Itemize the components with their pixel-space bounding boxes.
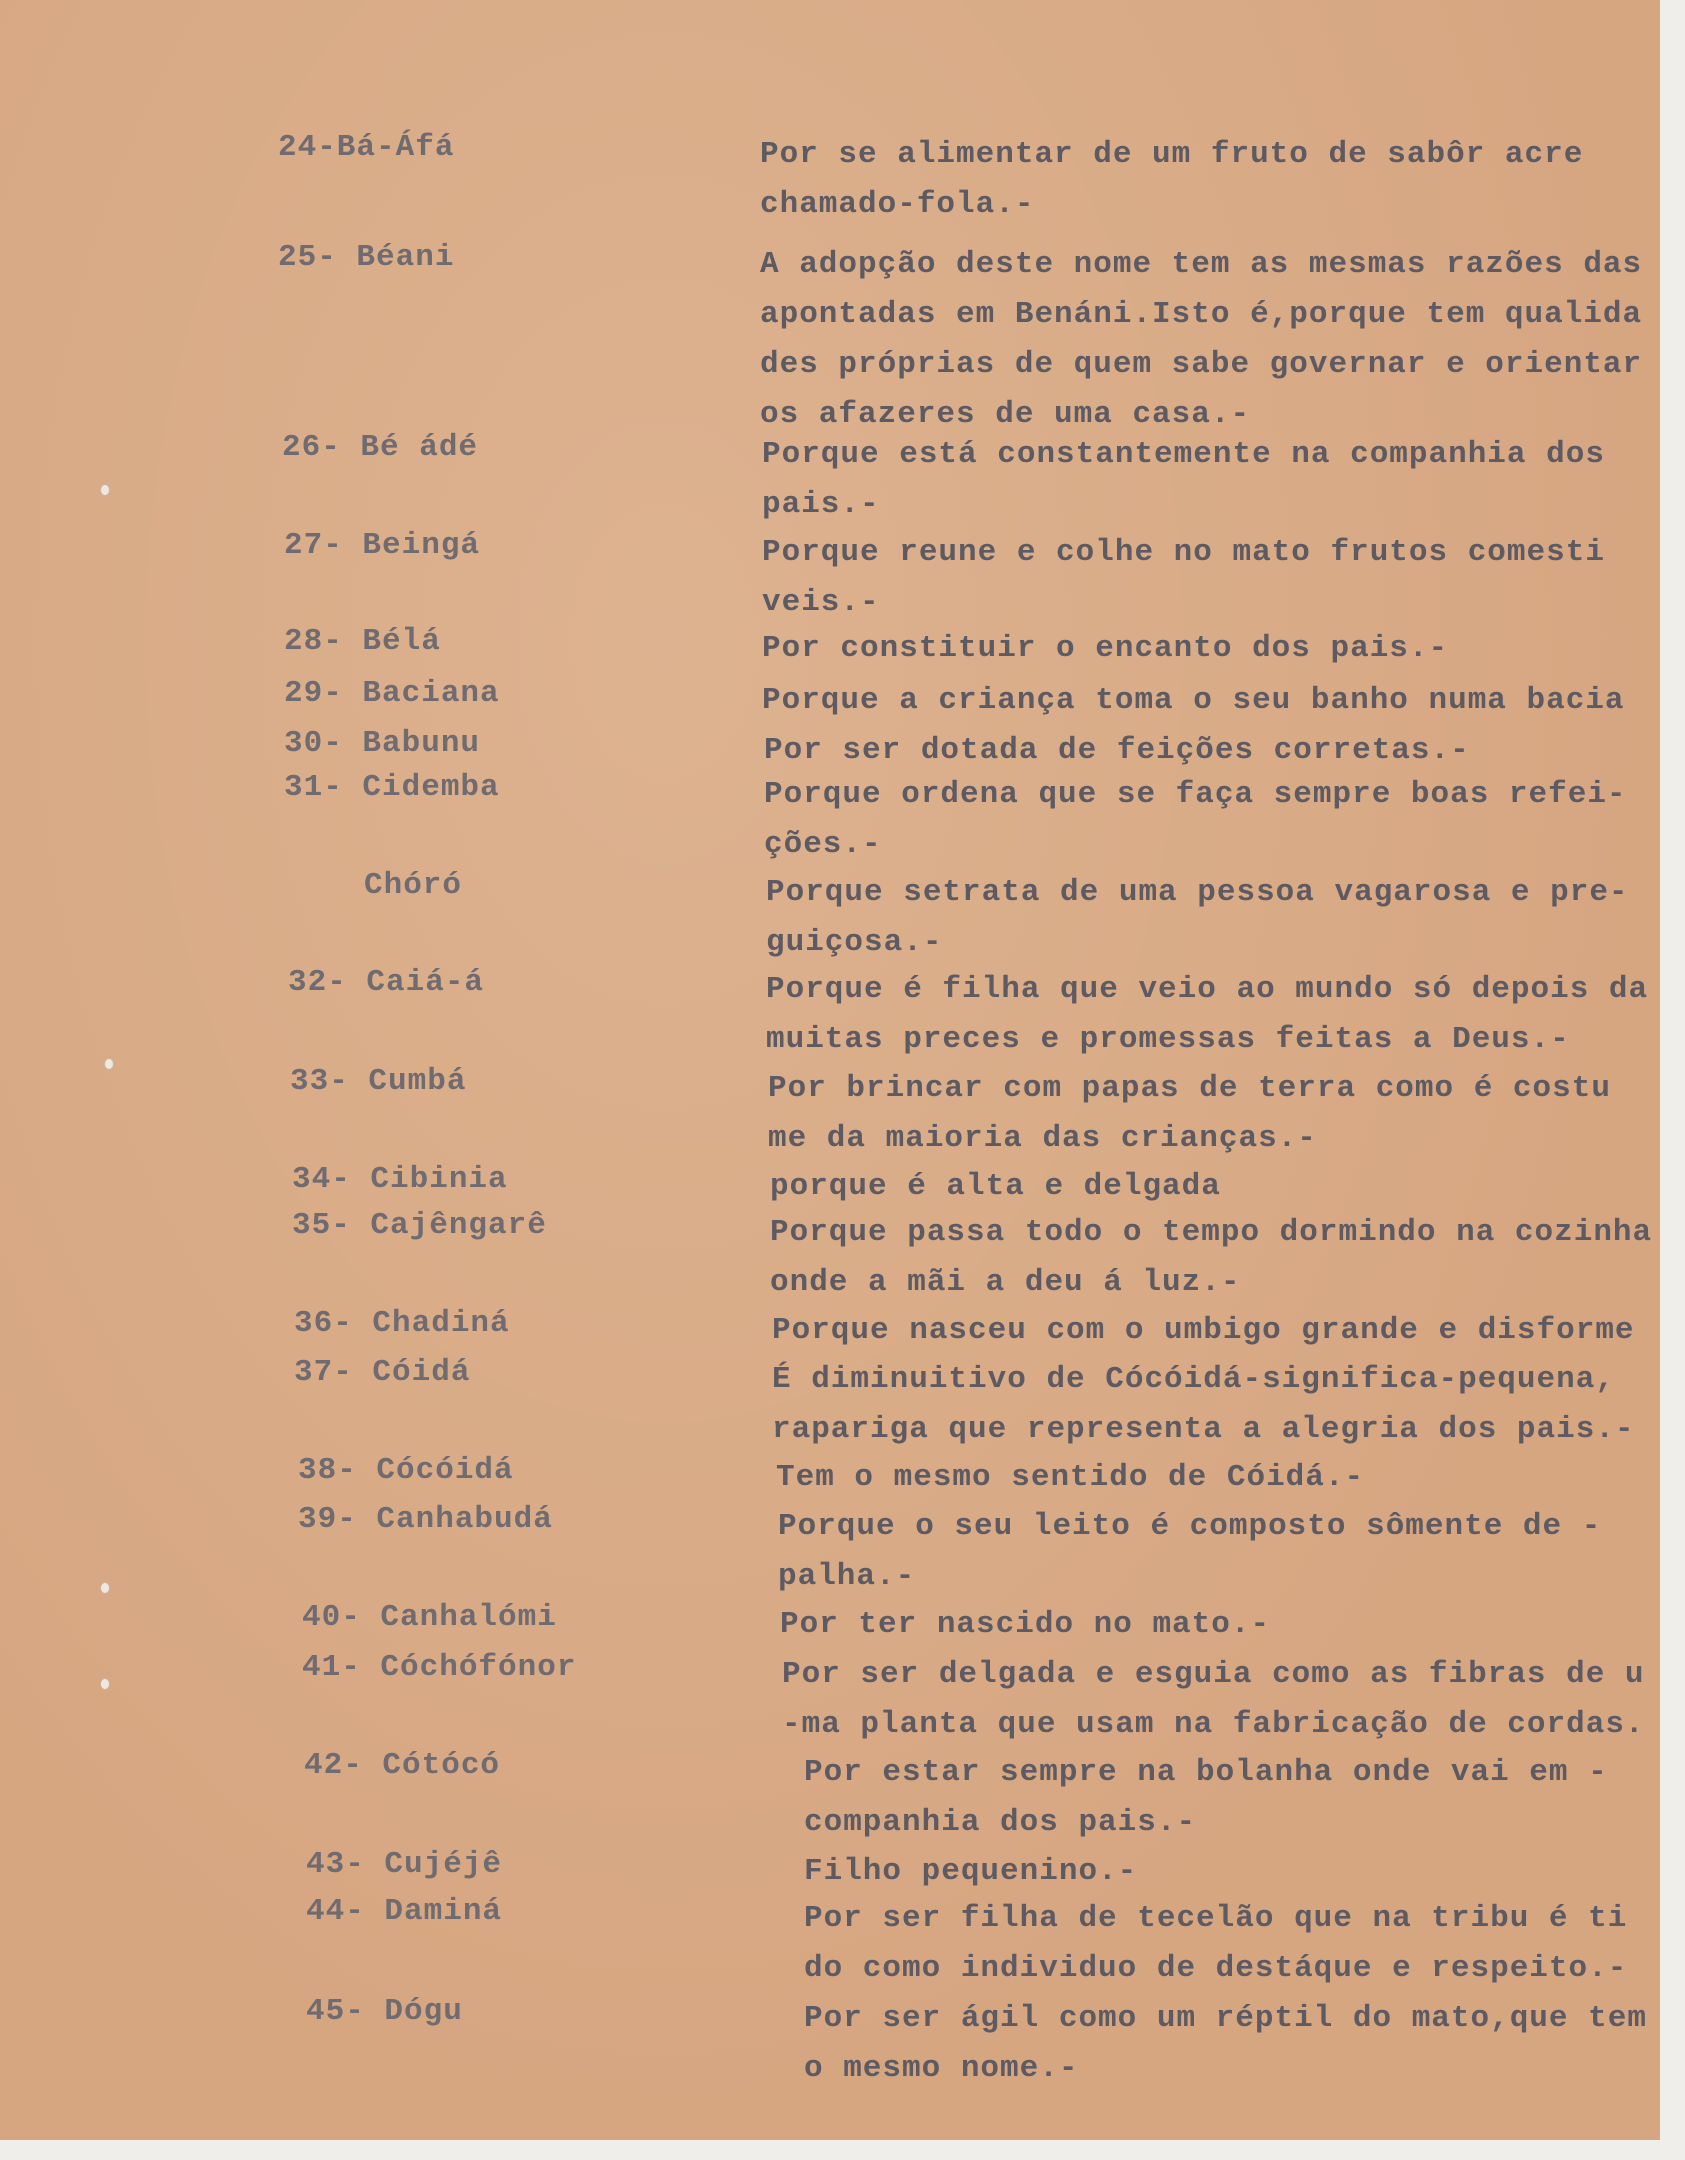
- description-line: me da maioria das crianças.-: [768, 1121, 1317, 1156]
- entry-description: [760, 240, 1655, 440]
- description-line: companhia dos pais.-: [804, 1805, 1197, 1840]
- entry-description: [782, 1650, 1655, 1750]
- entry-name: 29- Baciana: [284, 676, 500, 711]
- entry-name: 30- Babunu: [284, 726, 481, 761]
- description-line: veis.-: [762, 585, 880, 620]
- entry-name: 27- Beingá: [284, 528, 481, 563]
- entry-description: [762, 676, 1655, 726]
- entry-name: 44- Daminá: [306, 1894, 503, 1929]
- entry-description: [766, 868, 1655, 968]
- entry-description: [766, 965, 1655, 1065]
- description-line: Porque reune e colhe no mato frutos comesti: [762, 535, 1605, 570]
- entry-name: 33- Cumbá: [290, 1064, 467, 1099]
- description-line: Tem o mesmo sentido de Cóidá.-: [776, 1460, 1365, 1495]
- description-line: Por ter nascido no mato.-: [780, 1607, 1271, 1642]
- entry-name: 40- Canhalómi: [302, 1600, 557, 1635]
- punch-hole: [104, 1058, 114, 1070]
- description-line: des próprias de quem sabe governar e orientar: [760, 347, 1643, 382]
- entry-description: [764, 770, 1655, 870]
- description-line: Porque passa todo o tempo dormindo na cozinha: [770, 1215, 1653, 1250]
- description-line: Porque está constantemente na companhia dos: [762, 437, 1605, 472]
- punch-hole: [100, 1678, 110, 1690]
- description-line: Por estar sempre na bolanha onde vai em -: [804, 1755, 1608, 1790]
- description-line: Por constituir o encanto dos pais.-: [762, 631, 1449, 666]
- description-line: Por ser filha de tecelão que na tribu é ti: [804, 1901, 1628, 1936]
- entry-description: [762, 430, 1655, 530]
- description-line: os afazeres de uma casa.-: [760, 397, 1251, 432]
- entry-description: [804, 1847, 1655, 1897]
- description-line: chamado-fola.-: [760, 187, 1035, 222]
- entry-description: [804, 1748, 1655, 1848]
- description-line: Por ser ágil como um réptil do mato,que tem: [804, 2001, 1647, 2036]
- entry-name: Chóró: [364, 868, 463, 903]
- description-line: Por se alimentar de um fruto de sabôr acre: [760, 137, 1584, 172]
- entry-name: 45- Dógu: [306, 1994, 463, 2029]
- entry-description: [768, 1064, 1655, 1164]
- description-line: Porque ordena que se faça sempre boas refei-: [764, 777, 1627, 812]
- description-line: Porque nasceu com o umbigo grande e disforme: [772, 1313, 1635, 1348]
- description-line: -ma planta que usam na fabricação de cordas.: [782, 1707, 1645, 1742]
- description-line: Por brincar com papas de terra como é costu: [768, 1071, 1611, 1106]
- description-line: É diminuitivo de Cócóidá-significa-pequena,: [772, 1362, 1615, 1397]
- entry-name: 28- Bélá: [284, 624, 441, 659]
- entry-name: 25- Béani: [278, 240, 455, 275]
- description-line: rapariga que representa a alegria dos pais.-: [772, 1412, 1635, 1447]
- entry-description: [760, 130, 1655, 230]
- punch-hole: [100, 1582, 110, 1594]
- entry-description: [770, 1208, 1655, 1308]
- description-line: do como individuo de destáque e respeito.-: [804, 1951, 1628, 1986]
- description-line: Por ser delgada e esguia como as fibras de u: [782, 1657, 1645, 1692]
- description-line: o mesmo nome.-: [804, 2051, 1079, 2086]
- entry-name: 26- Bé ádé: [282, 430, 479, 465]
- entry-description: [776, 1453, 1655, 1503]
- description-line: guiçosa.-: [766, 925, 943, 960]
- entry-description: [804, 1894, 1655, 1994]
- entry-name: 38- Cócóidá: [298, 1453, 514, 1488]
- description-line: ções.-: [764, 827, 882, 862]
- entry-description: [804, 1994, 1655, 2094]
- description-line: onde a mãi a deu á luz.-: [770, 1265, 1241, 1300]
- punch-hole: [100, 484, 110, 496]
- description-line: Porque o seu leito é composto sômente de -: [778, 1509, 1602, 1544]
- description-line: A adopção deste nome tem as mesmas razões das: [760, 247, 1643, 282]
- entry-description: [770, 1162, 1655, 1212]
- entry-name: 34- Cibinia: [292, 1162, 508, 1197]
- entry-description: [778, 1502, 1655, 1602]
- entry-description: [762, 624, 1655, 674]
- entry-name: 32- Caiá-á: [288, 965, 485, 1000]
- description-line: Por ser dotada de feições corretas.-: [764, 733, 1470, 768]
- description-line: apontadas em Benáni.Isto é,porque tem qualida: [760, 297, 1643, 332]
- description-line: Filho pequenino.-: [804, 1854, 1138, 1889]
- entry-description: [764, 726, 1655, 776]
- entry-name: 24-Bá-Áfá: [278, 130, 455, 165]
- description-line: palha.-: [778, 1559, 916, 1594]
- description-line: Porque é filha que veio ao mundo só depois da: [766, 972, 1649, 1007]
- description-line: Porque setrata de uma pessoa vagarosa e pre-: [766, 875, 1629, 910]
- entry-name: 41- Cóchófónor: [302, 1650, 577, 1685]
- description-line: Porque a criança toma o seu banho numa bacia: [762, 683, 1625, 718]
- entry-name: 31- Cidemba: [284, 770, 500, 805]
- entry-name: 39- Canhabudá: [298, 1502, 553, 1537]
- entry-name: 37- Cóidá: [294, 1355, 471, 1390]
- entry-name: 36- Chadiná: [294, 1306, 510, 1341]
- entry-name: 43- Cujéjê: [306, 1847, 503, 1882]
- entry-description: [780, 1600, 1655, 1650]
- description-line: muitas preces e promessas feitas a Deus.-: [766, 1022, 1570, 1057]
- entry-name: 35- Cajêngarê: [292, 1208, 547, 1243]
- description-line: pais.-: [762, 487, 880, 522]
- entry-description: [772, 1306, 1655, 1356]
- entry-description: [762, 528, 1655, 628]
- description-line: porque é alta e delgada: [770, 1169, 1221, 1204]
- entry-description: [772, 1355, 1655, 1455]
- entry-name: 42- Cótócó: [304, 1748, 501, 1783]
